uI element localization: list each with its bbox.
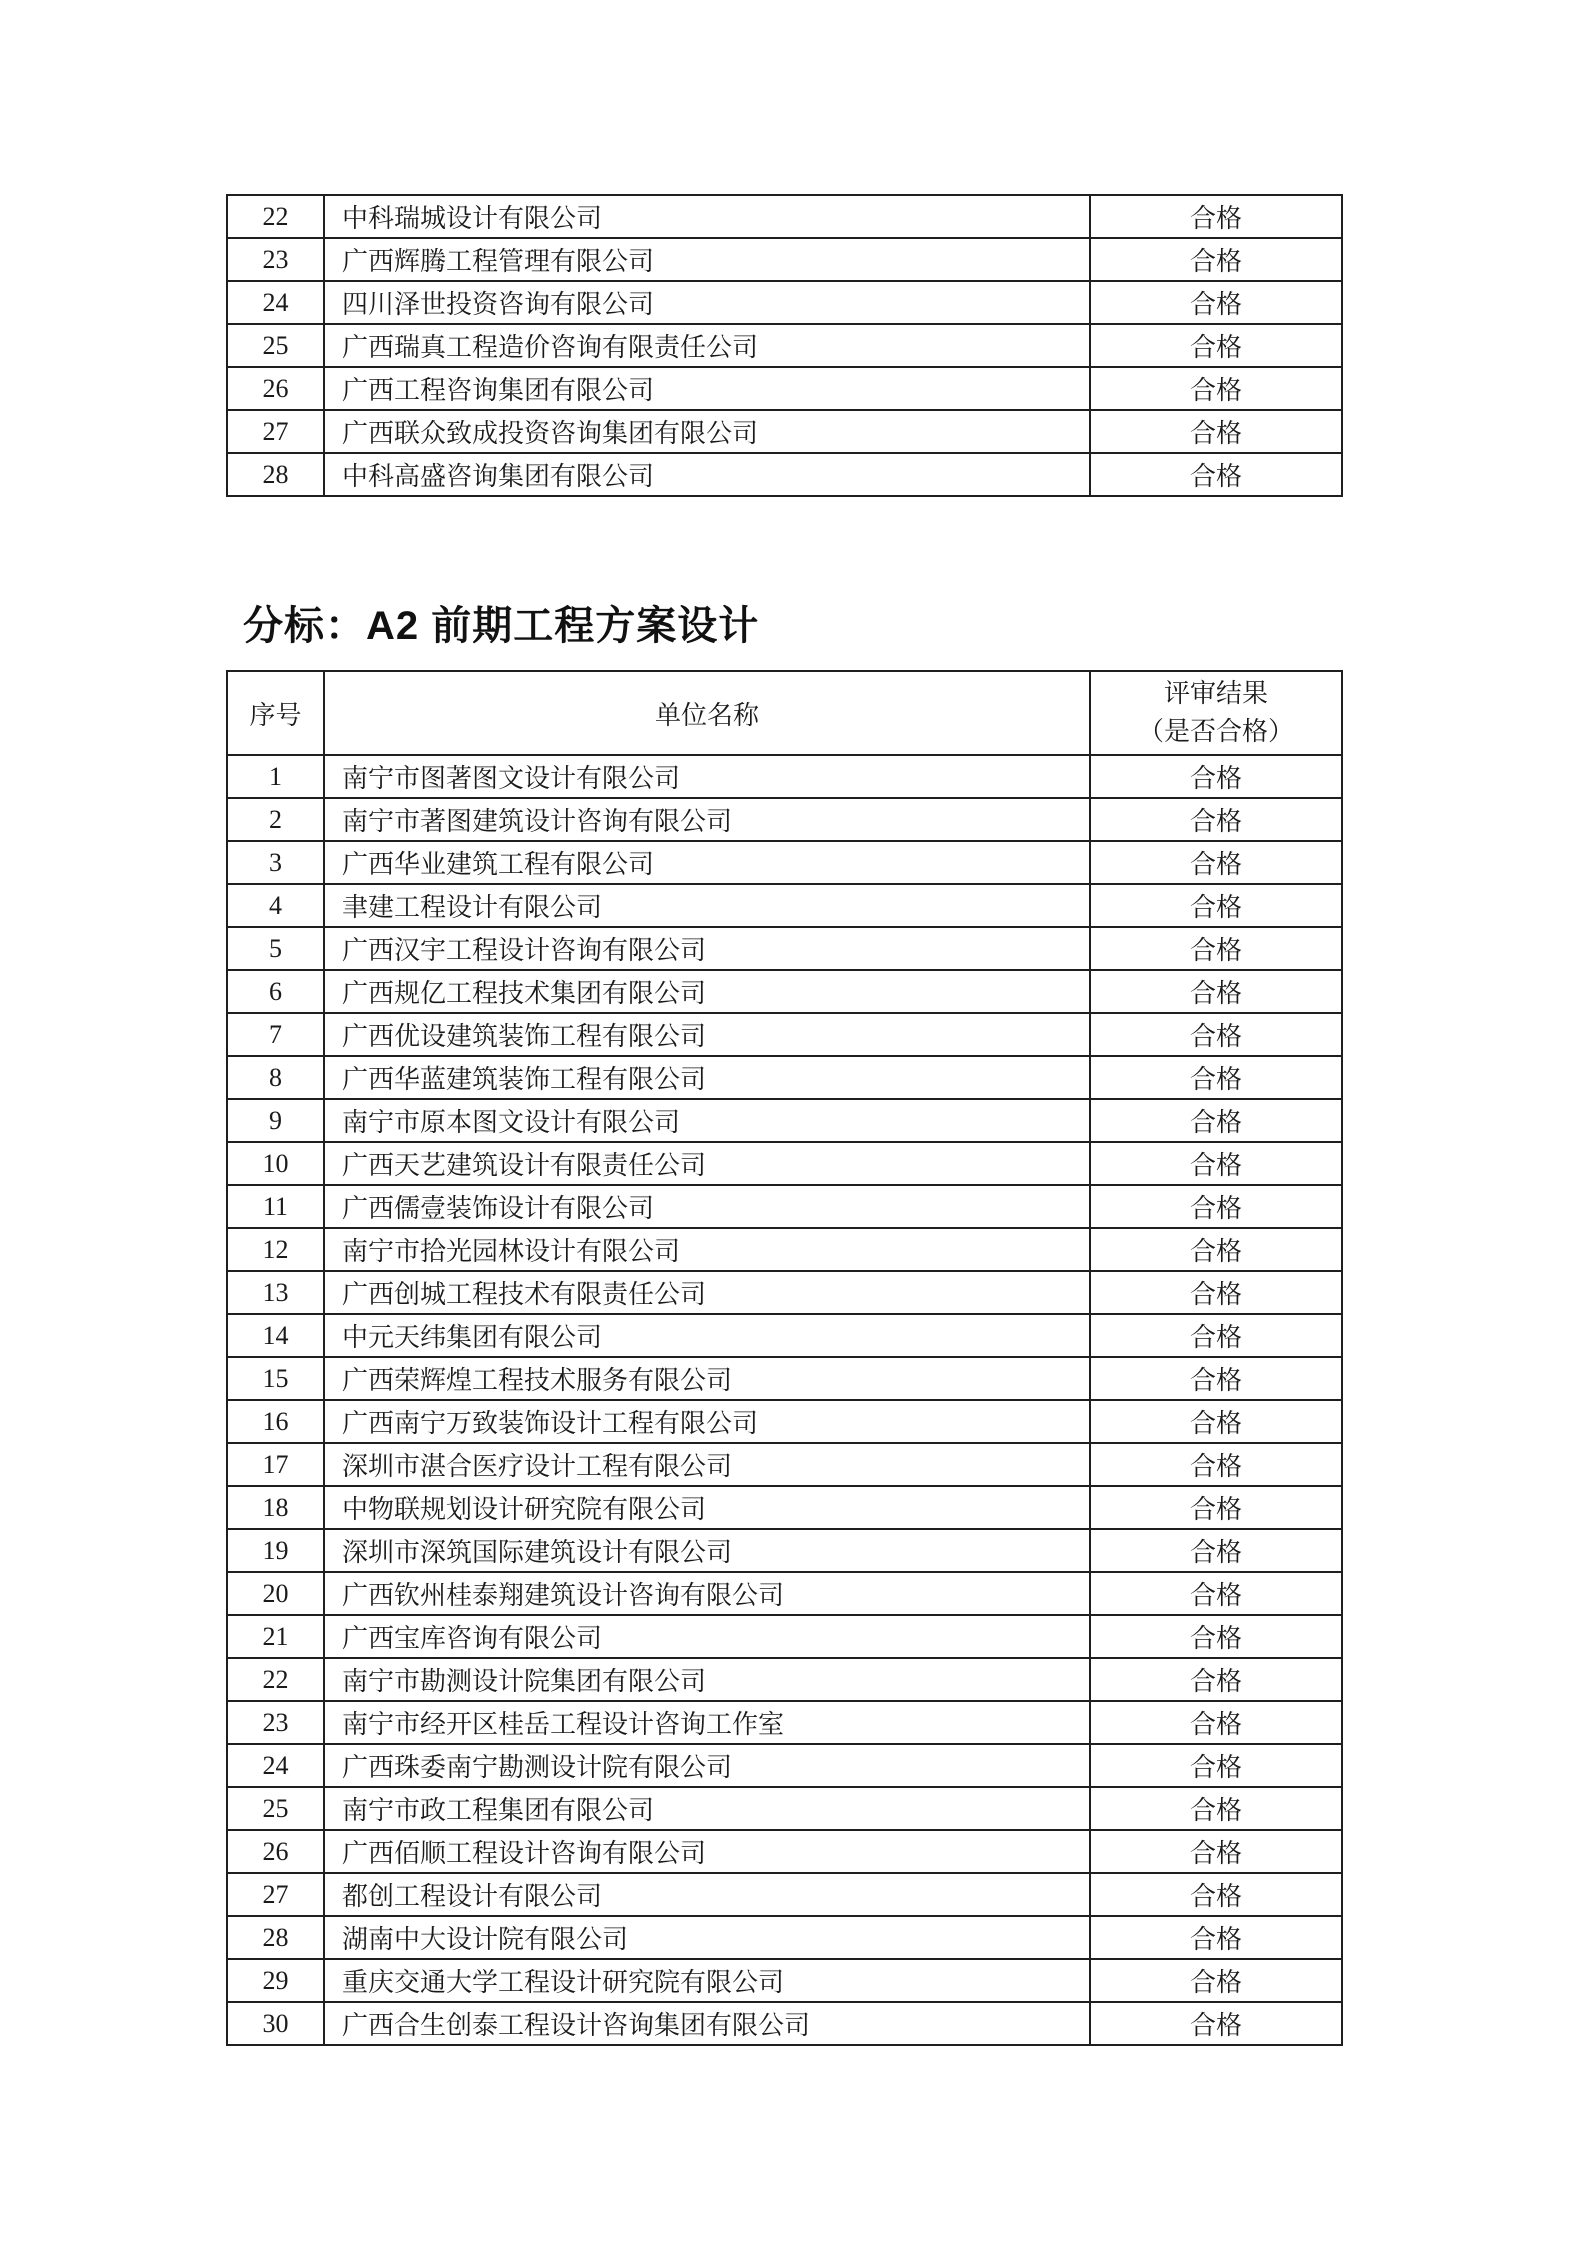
company-name: 四川泽世投资咨询有限公司 [324, 281, 1090, 324]
row-index: 22 [227, 1658, 324, 1701]
company-name: 中科瑞城设计有限公司 [324, 195, 1090, 238]
company-name: 广西珠委南宁勘测设计院有限公司 [324, 1744, 1090, 1787]
company-name: 重庆交通大学工程设计研究院有限公司 [324, 1959, 1090, 2002]
company-name: 广西佰顺工程设计咨询有限公司 [324, 1830, 1090, 1873]
review-result: 合格 [1090, 324, 1342, 367]
row-index: 20 [227, 1572, 324, 1615]
table-row [227, 2002, 1342, 2045]
table-row [227, 755, 1342, 798]
row-index: 12 [227, 1228, 324, 1271]
row-index: 25 [227, 324, 324, 367]
review-result: 合格 [1090, 1658, 1342, 1701]
table-row [227, 410, 1342, 453]
company-name: 深圳市深筑国际建筑设计有限公司 [324, 1529, 1090, 1572]
review-result: 合格 [1090, 970, 1342, 1013]
company-name: 南宁市经开区桂岳工程设计咨询工作室 [324, 1701, 1090, 1744]
table-row [227, 1357, 1342, 1400]
company-name: 南宁市原本图文设计有限公司 [324, 1099, 1090, 1142]
company-name: 广西钦州桂泰翔建筑设计咨询有限公司 [324, 1572, 1090, 1615]
table-row [227, 1701, 1342, 1744]
table-row [227, 1615, 1342, 1658]
table-row [227, 798, 1342, 841]
row-index: 27 [227, 1873, 324, 1916]
row-index: 26 [227, 1830, 324, 1873]
table-row [227, 884, 1342, 927]
table-row [227, 1486, 1342, 1529]
table-row [227, 195, 1342, 238]
table-row [227, 238, 1342, 281]
table-row [227, 970, 1342, 1013]
company-name: 广西宝库咨询有限公司 [324, 1615, 1090, 1658]
company-name: 中物联规划设计研究院有限公司 [324, 1486, 1090, 1529]
company-name: 南宁市勘测设计院集团有限公司 [324, 1658, 1090, 1701]
table-row [227, 1228, 1342, 1271]
row-index: 19 [227, 1529, 324, 1572]
review-result: 合格 [1090, 1443, 1342, 1486]
review-result: 合格 [1090, 1013, 1342, 1056]
section-heading: 分标：A2 前期工程方案设计 [243, 604, 760, 648]
review-result: 合格 [1090, 841, 1342, 884]
row-index: 10 [227, 1142, 324, 1185]
row-index: 29 [227, 1959, 324, 2002]
row-index: 24 [227, 1744, 324, 1787]
a2-qualification-table [226, 670, 1343, 2046]
review-result: 合格 [1090, 453, 1342, 496]
company-name: 广西合生创泰工程设计咨询集团有限公司 [324, 2002, 1090, 2045]
review-result: 合格 [1090, 1615, 1342, 1658]
review-result: 合格 [1090, 1572, 1342, 1615]
table-row [227, 1873, 1342, 1916]
col-header-result-line1: 评审结果 [1163, 679, 1268, 708]
review-result: 合格 [1090, 755, 1342, 798]
review-result: 合格 [1090, 1916, 1342, 1959]
row-index: 5 [227, 927, 324, 970]
table-header [227, 671, 1342, 755]
row-index: 22 [227, 195, 324, 238]
table-row [227, 1142, 1342, 1185]
company-name: 广西优设建筑装饰工程有限公司 [324, 1013, 1090, 1056]
review-result: 合格 [1090, 1056, 1342, 1099]
table-row [227, 1013, 1342, 1056]
row-index: 15 [227, 1357, 324, 1400]
company-name: 广西汉宇工程设计咨询有限公司 [324, 927, 1090, 970]
review-result: 合格 [1090, 798, 1342, 841]
review-result: 合格 [1090, 1271, 1342, 1314]
company-name: 深圳市湛合医疗设计工程有限公司 [324, 1443, 1090, 1486]
review-result: 合格 [1090, 281, 1342, 324]
review-result: 合格 [1090, 1830, 1342, 1873]
table-row [227, 453, 1342, 496]
company-name: 聿建工程设计有限公司 [324, 884, 1090, 927]
table-body [227, 755, 1342, 2045]
review-result: 合格 [1090, 1228, 1342, 1271]
table-body [227, 195, 1342, 496]
row-index: 28 [227, 453, 324, 496]
row-index: 17 [227, 1443, 324, 1486]
row-index: 1 [227, 755, 324, 798]
table-row [227, 1271, 1342, 1314]
row-index: 18 [227, 1486, 324, 1529]
company-name: 南宁市政工程集团有限公司 [324, 1787, 1090, 1830]
company-name: 广西联众致成投资咨询集团有限公司 [324, 410, 1090, 453]
table-row [227, 1830, 1342, 1873]
company-name: 广西辉腾工程管理有限公司 [324, 238, 1090, 281]
review-result: 合格 [1090, 884, 1342, 927]
row-index: 7 [227, 1013, 324, 1056]
company-name: 广西工程咨询集团有限公司 [324, 367, 1090, 410]
review-result: 合格 [1090, 410, 1342, 453]
row-index: 2 [227, 798, 324, 841]
table-row [227, 1959, 1342, 2002]
company-name: 南宁市拾光园林设计有限公司 [324, 1228, 1090, 1271]
col-header-result [1090, 671, 1342, 755]
table-row [227, 1099, 1342, 1142]
row-index: 11 [227, 1185, 324, 1228]
table-row [227, 1443, 1342, 1486]
company-name: 广西规亿工程技术集团有限公司 [324, 970, 1090, 1013]
row-index: 4 [227, 884, 324, 927]
company-name: 广西华业建筑工程有限公司 [324, 841, 1090, 884]
review-result: 合格 [1090, 2002, 1342, 2045]
review-result: 合格 [1090, 927, 1342, 970]
review-result: 合格 [1090, 1787, 1342, 1830]
row-index: 9 [227, 1099, 324, 1142]
review-result: 合格 [1090, 238, 1342, 281]
table-row [227, 1787, 1342, 1830]
review-result: 合格 [1090, 1142, 1342, 1185]
table-row [227, 1056, 1342, 1099]
col-header-index: 序号 [227, 671, 324, 755]
review-result: 合格 [1090, 1099, 1342, 1142]
table-row [227, 1916, 1342, 1959]
review-result: 合格 [1090, 195, 1342, 238]
review-result: 合格 [1090, 1959, 1342, 2002]
table-row [227, 1658, 1342, 1701]
company-name: 广西瑞真工程造价咨询有限责任公司 [324, 324, 1090, 367]
row-index: 23 [227, 238, 324, 281]
company-name: 广西儒壹装饰设计有限公司 [324, 1185, 1090, 1228]
table-row [227, 927, 1342, 970]
row-index: 16 [227, 1400, 324, 1443]
col-header-result-line2: （是否合格） [1137, 717, 1294, 746]
company-name: 中元天纬集团有限公司 [324, 1314, 1090, 1357]
company-name: 广西创城工程技术有限责任公司 [324, 1271, 1090, 1314]
table-row [227, 841, 1342, 884]
table-row [227, 1572, 1342, 1615]
company-name: 广西天艺建筑设计有限责任公司 [324, 1142, 1090, 1185]
row-index: 13 [227, 1271, 324, 1314]
row-index: 21 [227, 1615, 324, 1658]
review-result: 合格 [1090, 1400, 1342, 1443]
row-index: 30 [227, 2002, 324, 2045]
company-name: 广西荣辉煌工程技术服务有限公司 [324, 1357, 1090, 1400]
table-header-row [227, 671, 1342, 755]
row-index: 25 [227, 1787, 324, 1830]
review-result: 合格 [1090, 1314, 1342, 1357]
row-index: 23 [227, 1701, 324, 1744]
table-row [227, 1314, 1342, 1357]
row-index: 24 [227, 281, 324, 324]
row-index: 14 [227, 1314, 324, 1357]
company-name: 广西南宁万致装饰设计工程有限公司 [324, 1400, 1090, 1443]
table-row [227, 1400, 1342, 1443]
review-result: 合格 [1090, 367, 1342, 410]
company-name: 南宁市图著图文设计有限公司 [324, 755, 1090, 798]
review-result: 合格 [1090, 1529, 1342, 1572]
company-name: 都创工程设计有限公司 [324, 1873, 1090, 1916]
company-name: 湖南中大设计院有限公司 [324, 1916, 1090, 1959]
table-row [227, 1185, 1342, 1228]
review-result: 合格 [1090, 1744, 1342, 1787]
table-row [227, 324, 1342, 367]
review-result: 合格 [1090, 1357, 1342, 1400]
table-row [227, 1529, 1342, 1572]
qualification-table-continued [226, 194, 1343, 497]
review-result: 合格 [1090, 1185, 1342, 1228]
review-result: 合格 [1090, 1486, 1342, 1529]
col-header-name: 单位名称 [324, 671, 1090, 755]
row-index: 27 [227, 410, 324, 453]
table-row [227, 281, 1342, 324]
row-index: 6 [227, 970, 324, 1013]
row-index: 8 [227, 1056, 324, 1099]
company-name: 中科高盛咨询集团有限公司 [324, 453, 1090, 496]
table-row [227, 367, 1342, 410]
review-result: 合格 [1090, 1701, 1342, 1744]
company-name: 南宁市著图建筑设计咨询有限公司 [324, 798, 1090, 841]
company-name: 广西华蓝建筑装饰工程有限公司 [324, 1056, 1090, 1099]
review-result: 合格 [1090, 1873, 1342, 1916]
row-index: 3 [227, 841, 324, 884]
table-row [227, 1744, 1342, 1787]
row-index: 28 [227, 1916, 324, 1959]
row-index: 26 [227, 367, 324, 410]
